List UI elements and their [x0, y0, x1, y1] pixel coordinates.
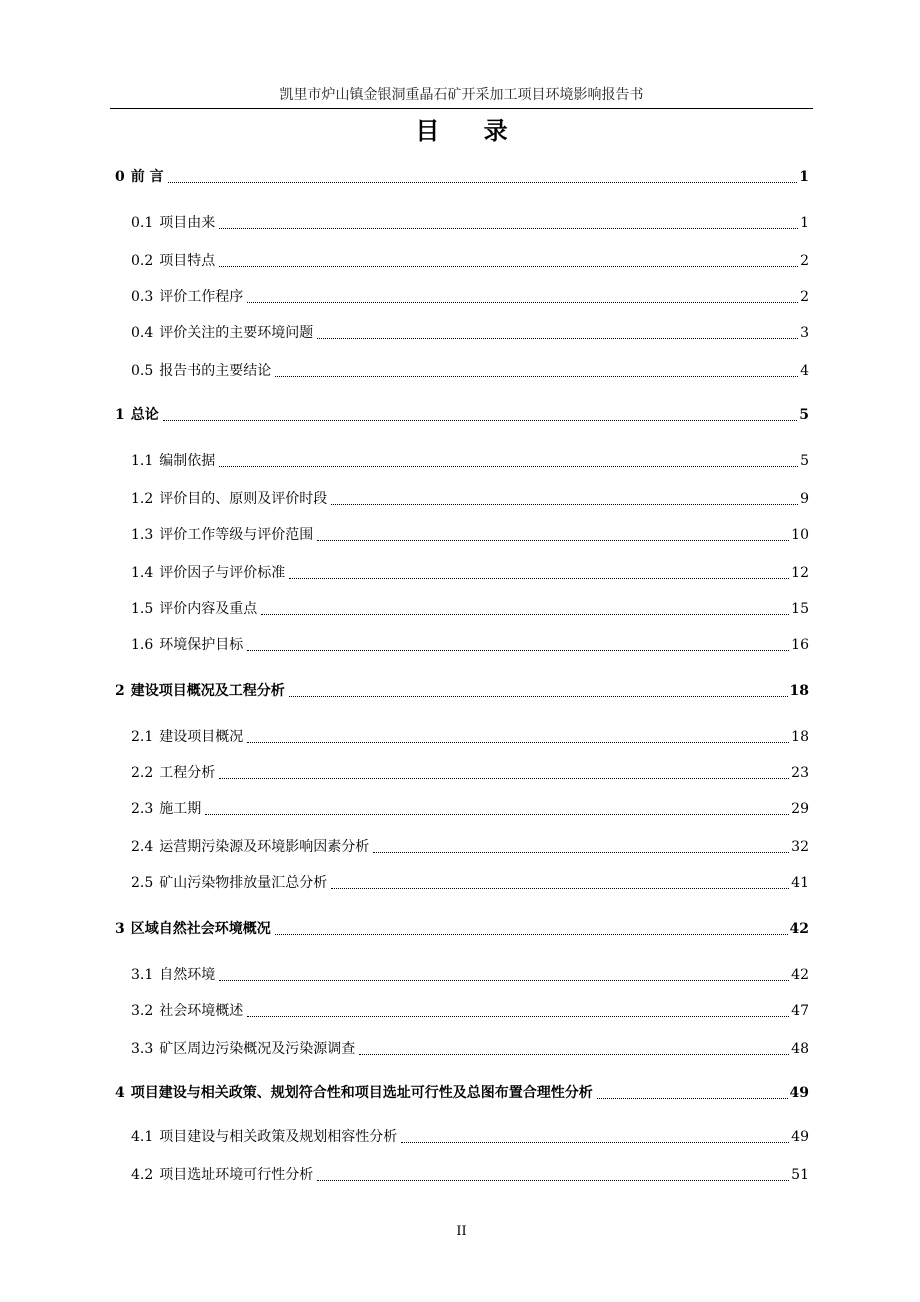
toc-dot-leader: [219, 228, 798, 229]
toc-entry-title: 评价目的、原则及评价时段: [159, 491, 328, 507]
toc-entry-number: 2.2: [131, 765, 154, 781]
toc-entry-page: 32: [791, 839, 809, 855]
toc-entry-page: 10: [791, 527, 809, 543]
toc-entry-title: 自然环境: [159, 967, 216, 983]
toc-entry-page: 42: [791, 967, 809, 983]
toc-entry-number: 1.6: [131, 637, 154, 653]
toc-entry-number: 4: [115, 1085, 125, 1101]
toc-entry-number: 0.4: [131, 325, 154, 341]
toc-entry-title: 建设项目概况及工程分析: [130, 683, 285, 699]
toc-section-entry[interactable]: [131, 450, 809, 472]
toc-section-entry[interactable]: [131, 1164, 809, 1186]
toc-dot-leader: [219, 980, 789, 981]
toc-entry-number: 2: [115, 683, 125, 699]
toc-section-entry[interactable]: [131, 488, 809, 510]
toc-entry-title: 建设项目概况: [159, 729, 244, 745]
toc-section-entry[interactable]: [131, 836, 809, 858]
toc-section-entry[interactable]: [131, 634, 809, 656]
toc-entry-title: 评价工作程序: [159, 289, 244, 305]
toc-entry-number: 1.3: [131, 527, 154, 543]
toc-entry-title: 项目特点: [159, 253, 216, 269]
toc-entry-number: 1.2: [131, 491, 154, 507]
toc-entry-title: 项目由来: [159, 215, 216, 231]
toc-entry-title: 评价因子与评价标准: [159, 565, 286, 581]
toc-section-entry[interactable]: [131, 598, 809, 620]
toc-entry-number: 2.5: [131, 875, 154, 891]
toc-entry-number: 3.1: [131, 967, 154, 983]
toc-entry-number: 4.1: [131, 1129, 154, 1145]
toc-entry-page: 51: [791, 1167, 809, 1183]
toc-section-entry[interactable]: [131, 1000, 809, 1022]
toc-dot-leader: [317, 540, 789, 541]
toc-section-entry[interactable]: [131, 286, 809, 308]
toc-entry-page: 49: [789, 1085, 809, 1101]
toc-entry-title: 运营期污染源及环境影响因素分析: [159, 839, 370, 855]
toc-entry-page: 3: [800, 325, 809, 341]
toc-entry-title: 社会环境概述: [159, 1003, 244, 1019]
toc-section-entry[interactable]: [131, 1038, 809, 1060]
toc-dot-leader: [317, 1180, 789, 1181]
toc-dot-leader: [247, 302, 798, 303]
toc-section-entry[interactable]: [131, 1126, 809, 1148]
toc-chapter-entry[interactable]: [115, 1082, 809, 1104]
toc-entry-title: 总论: [130, 407, 159, 423]
toc-dot-leader: [275, 376, 798, 377]
toc-dot-leader: [219, 466, 798, 467]
toc-entry-number: 1.1: [131, 453, 154, 469]
toc-entry-page: 1: [800, 215, 809, 231]
toc-dot-leader: [247, 1016, 789, 1017]
toc-entry-page: 18: [791, 729, 809, 745]
toc-entry-page: 2: [800, 253, 809, 269]
page-title: 目 录: [415, 116, 526, 145]
toc-section-entry[interactable]: [131, 524, 809, 546]
toc-dot-leader: [247, 650, 789, 651]
toc-entry-number: 0.5: [131, 363, 154, 379]
toc-section-entry[interactable]: [131, 762, 809, 784]
toc-entry-title: 矿区周边污染概况及污染源调查: [159, 1041, 356, 1057]
page-number: II: [456, 1224, 467, 1239]
toc-entry-title: 报告书的主要结论: [159, 363, 272, 379]
toc-entry-page: 9: [800, 491, 809, 507]
toc-chapter-entry[interactable]: [115, 918, 809, 940]
toc-chapter-entry[interactable]: [115, 166, 809, 188]
toc-entry-page: 4: [800, 363, 809, 379]
toc-entry-number: 3.3: [131, 1041, 154, 1057]
toc-entry-page: 1: [799, 169, 809, 185]
toc-entry-number: 0.2: [131, 253, 154, 269]
page-header: 凯里市炉山镇金银洞重晶石矿开采加工项目环境影响报告书: [279, 87, 644, 103]
toc-entry-page: 18: [789, 683, 809, 699]
toc-entry-page: 29: [791, 801, 809, 817]
toc-dot-leader: [247, 742, 789, 743]
toc-entry-page: 48: [791, 1041, 809, 1057]
toc-entry-title: 前 言: [130, 169, 164, 185]
toc-entry-number: 3.2: [131, 1003, 154, 1019]
toc-entry-number: 2.4: [131, 839, 154, 855]
toc-dot-leader: [168, 182, 798, 183]
toc-entry-title: 项目建设与相关政策及规划相容性分析: [159, 1129, 398, 1145]
toc-entry-title: 项目选址环境可行性分析: [159, 1167, 314, 1183]
toc-entry-page: 15: [791, 601, 809, 617]
toc-dot-leader: [373, 852, 789, 853]
toc-entry-number: 3: [115, 921, 125, 937]
toc-entry-page: 49: [791, 1129, 809, 1145]
toc-entry-title: 评价工作等级与评价范围: [159, 527, 314, 543]
toc-entry-title: 环境保护目标: [159, 637, 244, 653]
toc-entry-title: 项目建设与相关政策、规划符合性和项目选址可行性及总图布置合理性分析: [130, 1085, 593, 1101]
toc-entry-number: 1.4: [131, 565, 154, 581]
toc-entry-number: 1: [115, 407, 125, 423]
toc-dot-leader: [275, 934, 788, 935]
toc-chapter-entry[interactable]: [115, 680, 809, 702]
toc-section-entry[interactable]: [131, 212, 809, 234]
toc-entry-page: 5: [800, 453, 809, 469]
toc-entry-title: 评价关注的主要环境问题: [159, 325, 314, 341]
toc-entry-number: 2.1: [131, 729, 154, 745]
toc-entry-title: 编制依据: [159, 453, 216, 469]
toc-entry-page: 42: [789, 921, 809, 937]
toc-dot-leader: [331, 888, 789, 889]
toc-dot-leader: [205, 814, 789, 815]
toc-dot-leader: [289, 696, 788, 697]
toc-dot-leader: [359, 1054, 789, 1055]
toc-entry-title: 区域自然社会环境概况: [130, 921, 271, 937]
toc-entry-title: 工程分析: [159, 765, 216, 781]
toc-section-entry[interactable]: [131, 798, 809, 820]
toc-dot-leader: [597, 1098, 788, 1099]
toc-dot-leader: [317, 338, 798, 339]
toc-entry-page: 16: [791, 637, 809, 653]
toc-dot-leader: [219, 266, 798, 267]
toc-entry-page: 2: [800, 289, 809, 305]
toc-dot-leader: [331, 504, 798, 505]
toc-entry-number: 2.3: [131, 801, 154, 817]
toc-entry-page: 5: [799, 407, 809, 423]
toc-section-entry[interactable]: [131, 964, 809, 986]
toc-entry-title: 矿山污染物排放量汇总分析: [159, 875, 328, 891]
toc-dot-leader: [261, 614, 789, 615]
toc-entry-page: 41: [791, 875, 809, 891]
toc-dot-leader: [289, 578, 789, 579]
toc-entry-title: 施工期: [159, 801, 202, 817]
toc-dot-leader: [163, 420, 798, 421]
toc-entry-number: 0: [115, 169, 125, 185]
toc-section-entry[interactable]: [131, 872, 809, 894]
toc-entry-number: 0.3: [131, 289, 154, 305]
toc-entry-title: 评价内容及重点: [159, 601, 258, 617]
toc-entry-number: 4.2: [131, 1167, 154, 1183]
toc-entry-number: 1.5: [131, 601, 154, 617]
toc-chapter-entry[interactable]: [115, 404, 809, 426]
toc-entry-number: 0.1: [131, 215, 154, 231]
toc-entry-page: 23: [791, 765, 809, 781]
toc-entry-page: 12: [791, 565, 809, 581]
toc-section-entry[interactable]: [131, 726, 809, 748]
toc-section-entry[interactable]: [131, 250, 809, 272]
toc-section-entry[interactable]: [131, 360, 809, 382]
toc-entry-page: 47: [791, 1003, 809, 1019]
toc-dot-leader: [401, 1142, 789, 1143]
toc-section-entry[interactable]: [131, 562, 809, 584]
toc-dot-leader: [219, 778, 789, 779]
toc-section-entry[interactable]: [131, 322, 809, 344]
